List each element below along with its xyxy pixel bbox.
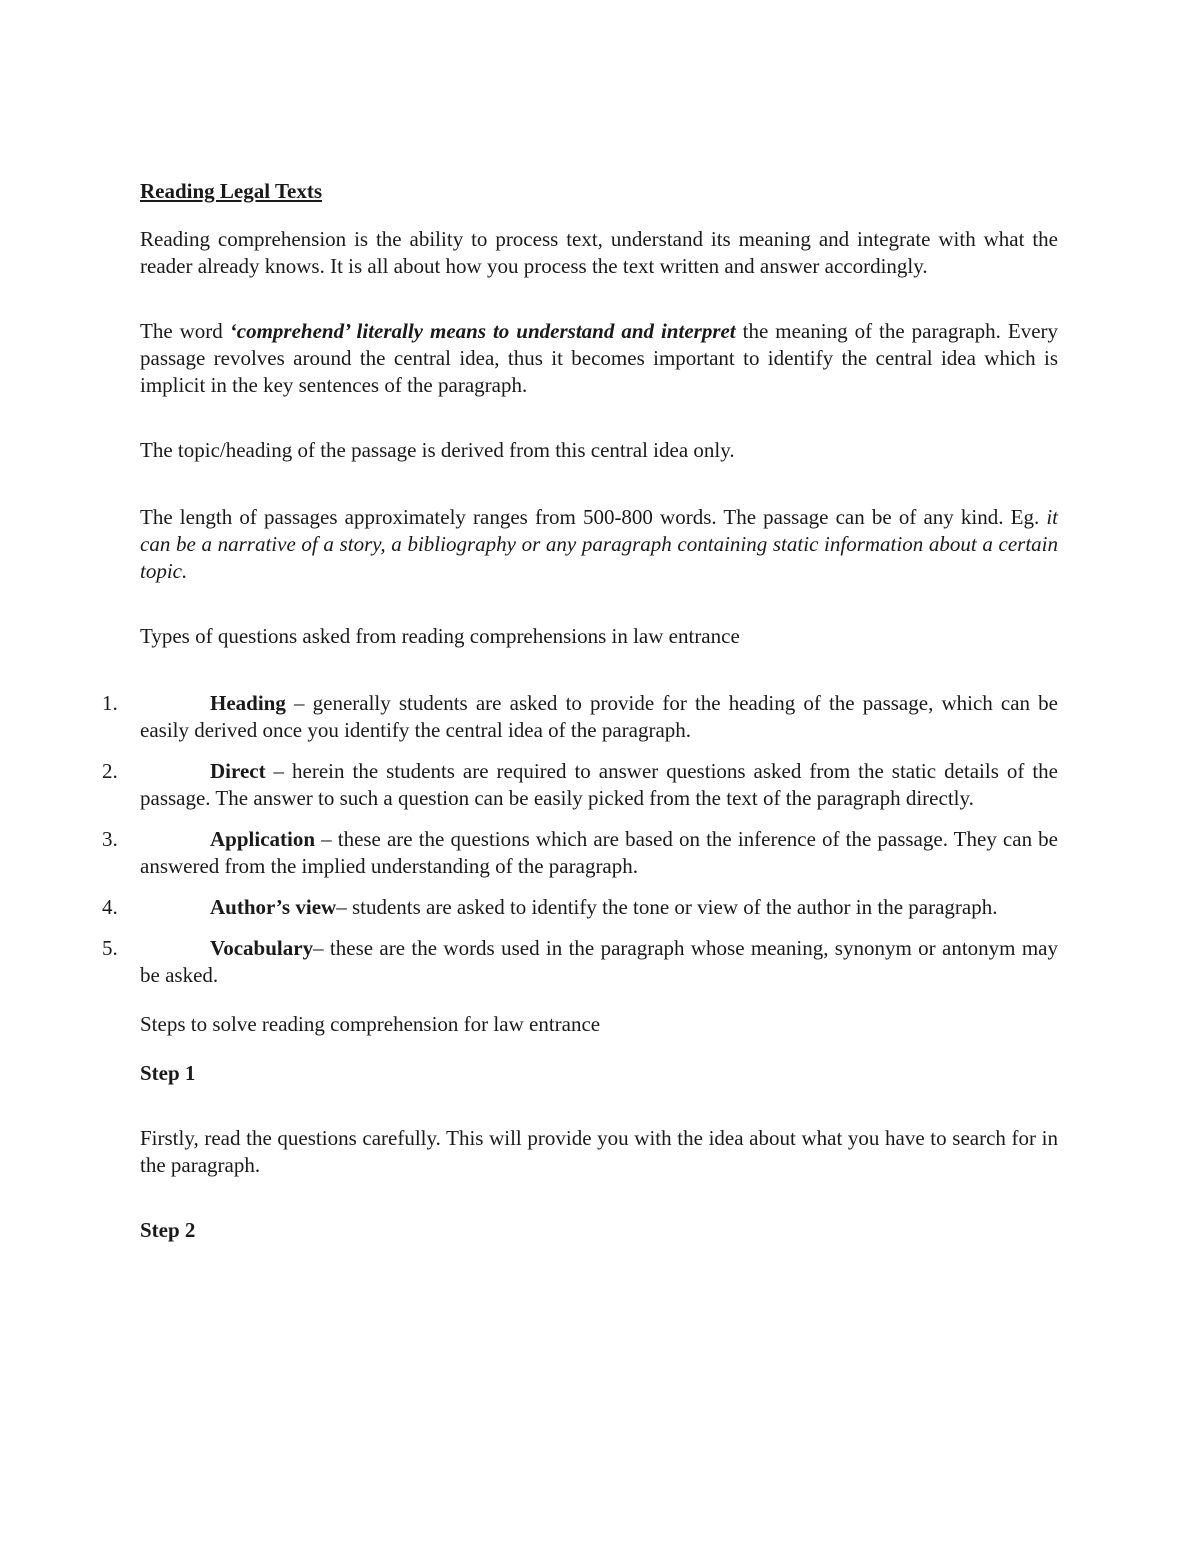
list-text: – students are asked to identify the tone or view of the author in the paragraph. bbox=[336, 895, 998, 919]
list-number: 4. bbox=[102, 895, 118, 919]
document-page bbox=[102, 176, 1059, 1244]
list-number: 3. bbox=[102, 827, 118, 851]
list-term: Heading bbox=[210, 691, 286, 715]
paragraph-definition: Reading comprehension is the ability to process text, understand its meaning and integrate with what the reader already knows. It is all about how you process the text written and answer accordingly. bbox=[140, 227, 1058, 278]
list-number: 5. bbox=[102, 936, 118, 960]
list-item bbox=[102, 690, 1058, 744]
list-term: Direct bbox=[210, 759, 266, 783]
paragraph-comprehend bbox=[140, 318, 1058, 399]
paragraph-length-italic: it can be a narrative of a story, a bibliography or any paragraph containing static information about a certain topic. bbox=[140, 505, 1058, 583]
list-text: – herein the students are required to answer questions asked from the static details of the passage. The answer to such a question can be easily picked from the text of the paragraph directly. bbox=[140, 759, 1058, 810]
paragraph-length-prefix: The length of passages approximately ranges from 500-800 words. The passage can be of any kind. Eg. bbox=[140, 505, 1047, 529]
question-types-list bbox=[102, 690, 1058, 989]
step-1-text: Firstly, read the questions carefully. This will provide you with the idea about what you have to search for in the paragraph. bbox=[140, 1126, 1058, 1177]
steps-intro: Steps to solve reading comprehension for law entrance bbox=[140, 1012, 601, 1036]
list-number: 2. bbox=[102, 759, 118, 783]
list-text: – generally students are asked to provide for the heading of the passage, which can be easily derived once you identify the central idea of the paragraph. bbox=[140, 691, 1058, 742]
paragraph-comprehend-prefix: The word bbox=[140, 319, 230, 343]
list-term: Application bbox=[210, 827, 316, 851]
list-term: Vocabulary bbox=[210, 936, 314, 960]
list-item bbox=[102, 894, 1058, 921]
list-term: Author’s view bbox=[210, 895, 337, 919]
paragraph-topic: The topic/heading of the passage is derived from this central idea only. bbox=[140, 438, 735, 462]
types-intro: Types of questions asked from reading comprehensions in law entrance bbox=[140, 624, 740, 648]
list-item bbox=[102, 758, 1058, 812]
document-title: Reading Legal Texts bbox=[140, 179, 323, 203]
step-2-heading: Step 2 bbox=[140, 1218, 196, 1242]
list-item bbox=[102, 826, 1058, 880]
list-item bbox=[102, 935, 1058, 989]
paragraph-length bbox=[140, 504, 1058, 585]
list-number: 1. bbox=[102, 691, 118, 715]
list-text: – these are the questions which are based on the inference of the passage. They can be answered from the implied understanding of the paragraph. bbox=[140, 827, 1058, 878]
paragraph-comprehend-suffix: the meaning of the paragraph. Every passage revolves around the central idea, thus it becomes important to identify the central idea which is implicit in the key sentences of the paragraph. bbox=[140, 319, 1059, 397]
paragraph-comprehend-emphasis: ‘comprehend’ literally means to understand and interpret bbox=[229, 319, 736, 343]
list-text: – these are the words used in the paragraph whose meaning, synonym or antonym may be asked. bbox=[140, 936, 1058, 987]
step-1-heading: Step 1 bbox=[140, 1061, 196, 1085]
